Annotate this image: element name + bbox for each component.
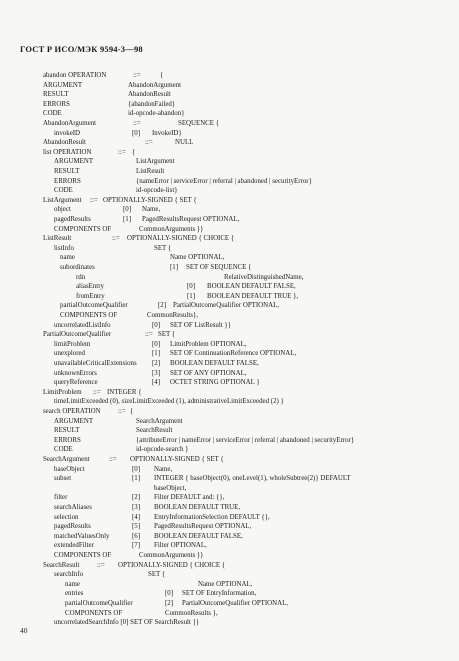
code-identifier: searchInfo <box>54 571 84 579</box>
code-token: [1] <box>170 264 179 271</box>
code-token: ::= <box>93 388 101 396</box>
code-identifier: CODE <box>43 110 62 118</box>
code-line <box>0 561 459 570</box>
code-token: [0] <box>132 465 141 473</box>
code-line <box>0 340 459 349</box>
code-identifier: unknownErrors <box>54 369 97 377</box>
code-line <box>0 388 459 397</box>
page-number: 40 <box>20 626 28 635</box>
code-line <box>0 618 459 627</box>
code-identifier: unavailableCriticalExtensions <box>54 360 137 367</box>
code-line <box>0 599 459 608</box>
code-identifier: object <box>54 206 71 214</box>
code-line <box>0 244 459 253</box>
code-line <box>0 426 459 435</box>
code-token: [4] <box>132 513 141 521</box>
code-token: [2] <box>165 600 174 607</box>
code-identifier: timeLimitExceeded (0), sizeLimitExceeded (1), administrativeLimitExceeded (2) } <box>54 398 284 406</box>
code-token: [0] <box>165 590 174 598</box>
code-definition: {abandonFailed} <box>128 100 176 108</box>
code-line <box>0 157 459 166</box>
code-definition: INTEGER { baseObject(0), oneLevel(1), wholeSubtree(2)} DEFAULT <box>154 475 351 483</box>
code-identifier: CODE <box>54 187 73 195</box>
code-definition: INTEGER { <box>107 388 142 396</box>
code-definition: Name OPTIONAL, <box>198 580 253 588</box>
code-identifier: CODE <box>54 446 73 454</box>
code-line <box>0 589 459 598</box>
code-identifier: pagedResults <box>54 216 91 223</box>
code-token: [0] <box>187 283 196 291</box>
code-token: [0] <box>132 129 141 137</box>
code-identifier: fromEntry <box>76 292 105 300</box>
code-line <box>0 609 459 618</box>
code-token: ::= <box>145 139 153 147</box>
code-line <box>0 407 459 416</box>
code-line <box>0 282 459 291</box>
code-identifier: ERRORS <box>43 100 70 108</box>
code-identifier: LimitProblem <box>43 388 82 396</box>
code-definition: SET OF ContinuationReference OPTIONAL, <box>170 350 297 358</box>
code-identifier: selection <box>54 513 79 521</box>
code-definition: PartialOutcomeQualifier OPTIONAL, <box>173 302 280 310</box>
code-line <box>0 138 459 147</box>
code-token: ::= <box>109 456 117 463</box>
code-line <box>0 369 459 378</box>
code-token: [1] <box>152 350 161 358</box>
code-identifier: search OPERATION <box>43 408 101 415</box>
code-line <box>0 205 459 214</box>
code-definition: LimitProblem OPTIONAL, <box>170 340 247 348</box>
code-line <box>0 100 459 109</box>
code-definition: BOOLEAN DEFAULT TRUE }, <box>207 292 299 300</box>
code-line <box>0 532 459 541</box>
standard-header: ГОСТ Р ИСО/МЭК 9594-3—98 <box>20 44 143 54</box>
code-definition: ListResult <box>136 168 165 175</box>
code-identifier: subordinates <box>60 264 95 271</box>
code-identifier: RESULT <box>54 427 80 435</box>
code-line <box>0 148 459 157</box>
code-definition: BOOLEAN DEFAULT FALSE, <box>207 283 296 291</box>
code-line <box>0 225 459 234</box>
code-identifier: listInfo <box>54 244 74 252</box>
code-token: [0] <box>152 321 161 329</box>
code-definition: SET { <box>154 244 172 252</box>
code-identifier: SearchResult <box>43 561 80 569</box>
code-line <box>0 119 459 128</box>
code-definition: SEQUENCE { <box>178 120 220 127</box>
code-definition: RelativeDistinguishedName, <box>224 273 304 281</box>
code-line <box>0 234 459 243</box>
code-token: [1] <box>123 216 132 223</box>
code-definition: OPTIONALLY-SIGNED { CHOICE { <box>118 561 226 569</box>
code-identifier: extendedFilter <box>54 542 94 550</box>
code-line <box>0 465 459 474</box>
code-token: [1] <box>132 475 141 483</box>
code-definition: CommonResults }, <box>165 609 218 617</box>
code-identifier: partialOutcomeQualifier <box>60 302 128 310</box>
code-definition: Name, <box>142 206 161 214</box>
code-identifier: AbandonArgument <box>43 120 97 127</box>
code-token: ::= <box>133 120 141 127</box>
code-identifier: uncorrelatedListInfo <box>54 321 111 329</box>
code-token: [5] <box>132 523 141 531</box>
code-definition: SET OF ANY OPTIONAL, <box>170 369 247 377</box>
code-definition: { <box>130 408 134 415</box>
code-line <box>0 196 459 205</box>
code-token: [2] <box>158 302 167 310</box>
code-line <box>0 177 459 186</box>
code-line <box>0 513 459 522</box>
code-line <box>0 90 459 99</box>
code-identifier: AbandonResult <box>43 139 86 147</box>
code-identifier: baseObject <box>54 465 85 473</box>
code-definition: {attributeError | nameError | serviceError | referral | abandoned | securityError} <box>136 436 355 444</box>
code-definition: { <box>160 72 164 79</box>
code-identifier: COMPONENTS OF <box>65 609 123 617</box>
code-definition: SearchResult <box>136 427 173 435</box>
code-identifier: unexplored <box>54 350 85 358</box>
code-line <box>0 378 459 387</box>
code-identifier: abandon OPERATION <box>43 72 107 79</box>
code-definition: NULL <box>175 139 194 147</box>
code-line <box>0 186 459 195</box>
code-line <box>0 253 459 262</box>
code-definition: OPTIONALLY-SIGNED { SET { <box>130 456 224 463</box>
code-definition: OPTIONALLY-SIGNED { SET { <box>103 196 197 204</box>
code-line <box>0 81 459 90</box>
code-line <box>0 474 459 483</box>
code-definition: Filter DEFAULT and: {}, <box>154 494 225 502</box>
code-token: [6] <box>132 532 141 540</box>
code-definition: id-opcode-list} <box>136 187 178 195</box>
code-line <box>0 215 459 224</box>
code-line <box>0 301 459 310</box>
code-token: ::= <box>118 408 126 415</box>
code-token: ::= <box>145 331 153 339</box>
code-line <box>0 311 459 320</box>
code-definition: SET OF SEQUENCE { <box>186 264 252 271</box>
code-identifier: invokeID <box>54 129 81 137</box>
code-token: ::= <box>90 196 98 204</box>
code-token: [0] <box>123 206 132 214</box>
code-identifier: rdn <box>76 273 86 281</box>
code-token: [3] <box>152 369 161 377</box>
code-definition: SearchArgument <box>136 417 183 425</box>
code-identifier: searchAliases <box>54 504 92 511</box>
code-definition: InvokeID} <box>152 129 182 137</box>
code-identifier: list OPERATION <box>43 148 92 156</box>
code-definition: OCTET STRING OPTIONAL } <box>170 379 260 387</box>
code-line <box>0 109 459 118</box>
code-identifier: RESULT <box>54 168 80 175</box>
code-identifier: RESULT <box>43 91 69 99</box>
code-identifier: matchedValuesOnly <box>54 532 110 540</box>
code-token: ::= <box>118 148 126 156</box>
code-identifier: ERRORS <box>54 436 81 444</box>
code-definition: SET { <box>158 331 176 339</box>
code-definition: baseObject, <box>154 484 187 492</box>
code-line <box>0 330 459 339</box>
code-identifier: subset <box>54 475 72 483</box>
code-line <box>0 541 459 550</box>
code-identifier: COMPONENTS OF <box>54 552 112 559</box>
code-definition: BOOLEAN DEFAULT TRUE, <box>154 504 241 511</box>
code-line <box>0 273 459 282</box>
code-token: [3] <box>132 504 141 511</box>
code-identifier: ERRORS <box>54 177 81 185</box>
code-definition: Filter OPTIONAL, <box>154 542 207 550</box>
code-line <box>0 493 459 502</box>
code-token: [2] <box>152 360 161 367</box>
code-definition: SET OF ListResult }} <box>170 321 232 329</box>
code-token: [2] <box>132 494 141 502</box>
code-line <box>0 292 459 301</box>
code-line <box>0 455 459 464</box>
code-definition: ListArgument <box>136 158 175 166</box>
code-line <box>0 436 459 445</box>
code-definition: Name OPTIONAL, <box>170 254 225 262</box>
code-definition: PagedResultsRequest OPTIONAL, <box>142 216 240 223</box>
code-line <box>0 263 459 272</box>
code-definition: BOOLEAN DEFAULT FALSE, <box>154 532 243 540</box>
code-definition: BOOLEAN DEFAULT FALSE, <box>170 360 259 367</box>
code-identifier: ARGUMENT <box>43 81 83 89</box>
code-definition: PagedResultsRequest OPTIONAL, <box>154 523 252 531</box>
code-definition: OPTIONALLY-SIGNED { CHOICE { <box>127 235 235 243</box>
code-identifier: PartialOutcomeQualifier <box>43 331 112 339</box>
code-identifier: queryReference <box>54 379 98 387</box>
code-token: [7] <box>132 542 141 550</box>
code-line <box>0 321 459 330</box>
code-definition: Name, <box>154 465 173 473</box>
code-identifier: limitProblem <box>54 340 91 348</box>
code-line <box>0 417 459 426</box>
code-definition: CommonResults}, <box>147 312 198 319</box>
code-identifier: ARGUMENT <box>54 158 94 166</box>
code-identifier: ARGUMENT <box>54 417 94 425</box>
code-identifier: SearchArgument <box>43 456 90 463</box>
code-definition: CommonArguments }} <box>139 552 204 559</box>
code-definition: AbandonResult <box>128 91 171 99</box>
code-line <box>0 570 459 579</box>
code-definition: PartialOutcomeQualifier OPTIONAL, <box>182 600 289 607</box>
code-identifier: ListResult <box>43 235 72 243</box>
code-token: ::= <box>133 72 141 79</box>
code-line <box>0 129 459 138</box>
code-definition: id-opcode-search } <box>136 446 189 454</box>
code-line <box>0 551 459 560</box>
code-definition: CommonArguments }} <box>139 225 204 233</box>
code-line <box>0 359 459 368</box>
code-token: [0] <box>152 340 161 348</box>
code-token: [4] <box>152 379 161 387</box>
code-line <box>0 522 459 531</box>
code-line <box>0 503 459 512</box>
code-definition: {nameError | serviceError | referral | abandoned | securityError} <box>136 177 312 185</box>
code-line <box>0 167 459 176</box>
code-identifier: name <box>65 580 80 588</box>
code-definition: id-opcode-abandon} <box>128 110 185 118</box>
code-identifier: ListArgument <box>43 196 82 204</box>
code-identifier: COMPONENTS OF <box>54 225 112 233</box>
code-definition: { <box>132 148 136 156</box>
code-line <box>0 445 459 454</box>
code-line <box>0 349 459 358</box>
code-identifier: filter <box>54 494 68 502</box>
code-line <box>0 484 459 493</box>
code-token: ::= <box>97 561 105 569</box>
code-definition: EntryInformationSelection DEFAULT {}, <box>154 513 270 521</box>
code-definition: SET { <box>148 571 166 579</box>
code-definition: AbandonArgument <box>128 81 182 89</box>
code-line <box>0 71 459 80</box>
code-token: ::= <box>112 235 120 243</box>
code-identifier: entries <box>65 590 84 598</box>
code-identifier: COMPONENTS OF <box>60 312 118 319</box>
code-identifier: uncorrelatedSearchInfo [0] SET OF SearchResult }} <box>54 619 200 627</box>
code-line <box>0 397 459 406</box>
code-identifier: aliasEntry <box>76 283 104 291</box>
code-line <box>0 580 459 589</box>
code-identifier: partialOutcomeQualifier <box>65 600 133 607</box>
code-definition: SET OF EntryInformation, <box>182 590 257 598</box>
code-identifier: pagedResults <box>54 523 91 531</box>
code-identifier: name <box>60 254 75 262</box>
code-token: [1] <box>187 292 196 300</box>
